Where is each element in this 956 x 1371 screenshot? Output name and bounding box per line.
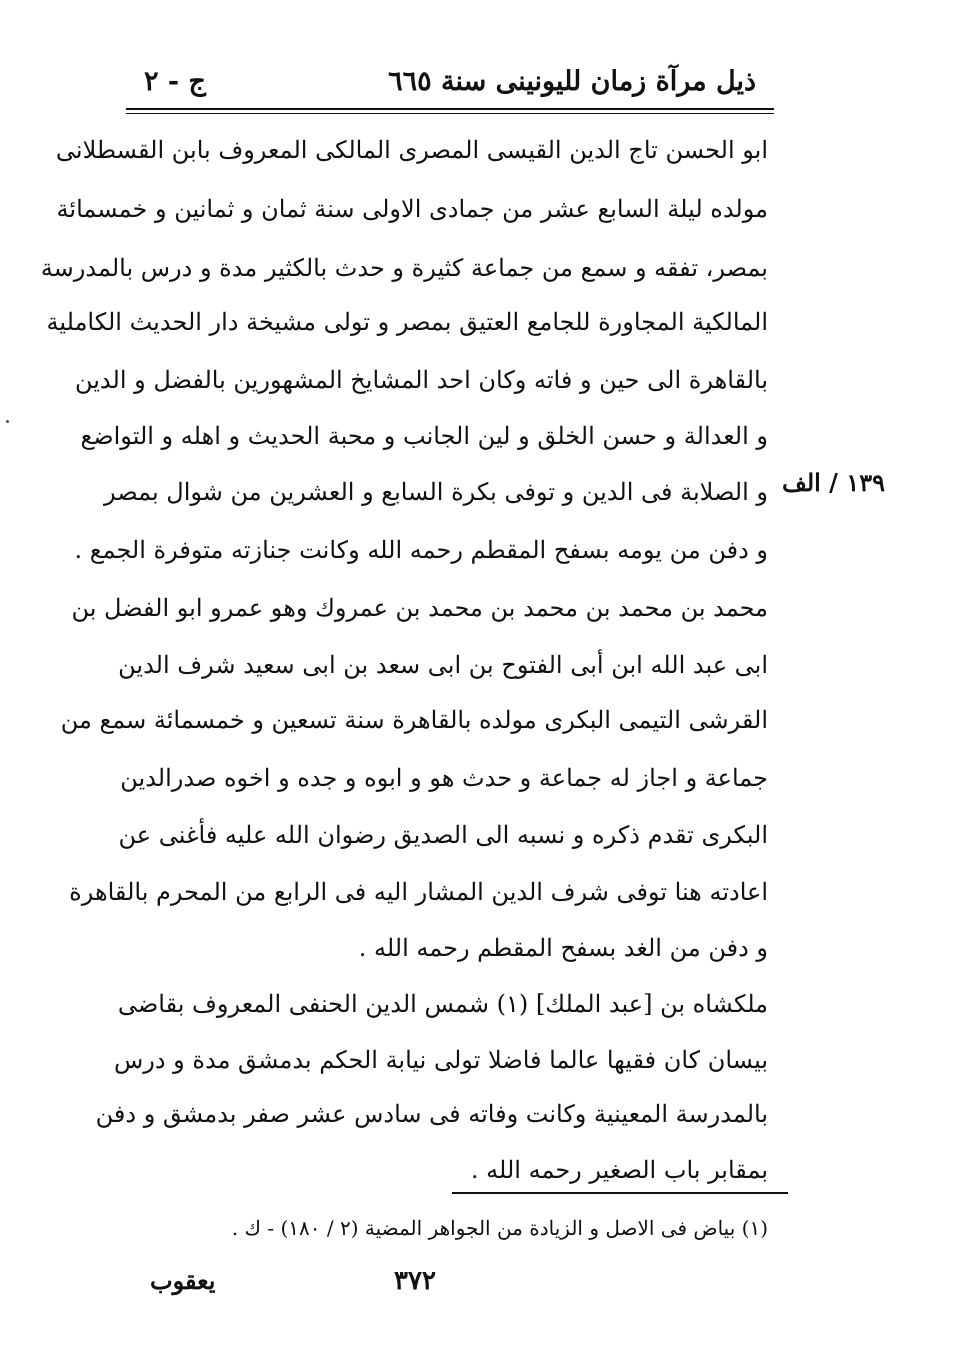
header-volume: ج - ٢ xyxy=(144,66,206,97)
scan-speck xyxy=(6,420,9,423)
body-line: محمد بن محمد بن محمد بن محمد بن عمروك وهو عمرو ابو الفضل بن xyxy=(71,594,768,622)
body-line: ابى عبد الله ابن أبى الفتوح بن ابى سعد بن ابى سعيد شرف الدين xyxy=(118,651,768,679)
body-line: بمقابر باب الصغير رحمه الله . xyxy=(470,1156,768,1184)
body-line: و العدالة و حسن الخلق و لين الجانب و محبة الحديث و اهله و التواضع xyxy=(80,422,768,450)
margin-folio-note: ١٣٩ / الف xyxy=(782,468,885,497)
footnote: (١) بياض فى الاصل و الزيادة من الجواهر المضية (٢ / ١٨٠) - ك . xyxy=(231,1216,768,1240)
body-line: مولده ليلة السابع عشر من جمادى الاولى سنة ثمان و ثمانين و خمسمائة xyxy=(56,195,768,223)
header-rule-thin xyxy=(126,113,774,114)
running-header xyxy=(130,62,770,106)
body-line: و دفن من يومه بسفح المقطم رحمه الله وكانت جنازته متوفرة الجمع . xyxy=(74,536,768,564)
page-number: ٣٧٢ xyxy=(394,1266,436,1296)
body-line: و الصلابة فى الدين و توفى بكرة السابع و العشرين من شوال بمصر xyxy=(104,478,768,506)
header-rule xyxy=(126,108,774,110)
body-line: بمصر، تفقه و سمع من جماعة كثيرة و حدث بالكثير مدة و درس بالمدرسة xyxy=(40,254,768,282)
body-line: ابو الحسن تاج الدين القيسى المصرى المالكى المعروف بابن القسطلانى xyxy=(55,136,768,164)
body-line: و دفن من الغد بسفح المقطم رحمه الله . xyxy=(358,934,768,962)
catchword: يعقوب xyxy=(150,1266,216,1295)
body-line: ملكشاه بن [عبد الملك] (١) شمس الدين الحنفى المعروف بقاضى xyxy=(117,990,768,1018)
body-line: البكرى تقدم ذكره و نسبه الى الصديق رضوان الله عليه فأغنى عن xyxy=(118,821,768,849)
body-line: بالمدرسة المعينية وكانت وفاته فى سادس عشر صفر بدمشق و دفن xyxy=(95,1100,768,1128)
body-line: اعادته هنا توفى شرف الدين المشار اليه فى الرابع من المحرم بالقاهرة xyxy=(69,878,768,906)
body-line: القرشى التيمى البكرى مولده بالقاهرة سنة تسعين و خمسمائة سمع من xyxy=(60,706,768,734)
footnote-rule xyxy=(452,1192,788,1194)
body-line: بالقاهرة الى حين و فاته وكان احد المشايخ المشهورين بالفضل و الدين xyxy=(74,366,768,394)
body-line: المالكية المجاورة للجامع العتيق بمصر و تولى مشيخة دار الحديث الكاملية xyxy=(46,308,768,336)
header-title: ذيل مرآة زمان لليونينى سنة ٦٦٥ xyxy=(388,66,756,97)
body-line: جماعة و اجاز له جماعة و حدث هو و ابوه و جده و اخوه صدرالدين xyxy=(120,764,768,792)
body-line: بيسان كان فقيها عالما فاضلا تولى نيابة الحكم بدمشق مدة و درس xyxy=(113,1046,768,1074)
